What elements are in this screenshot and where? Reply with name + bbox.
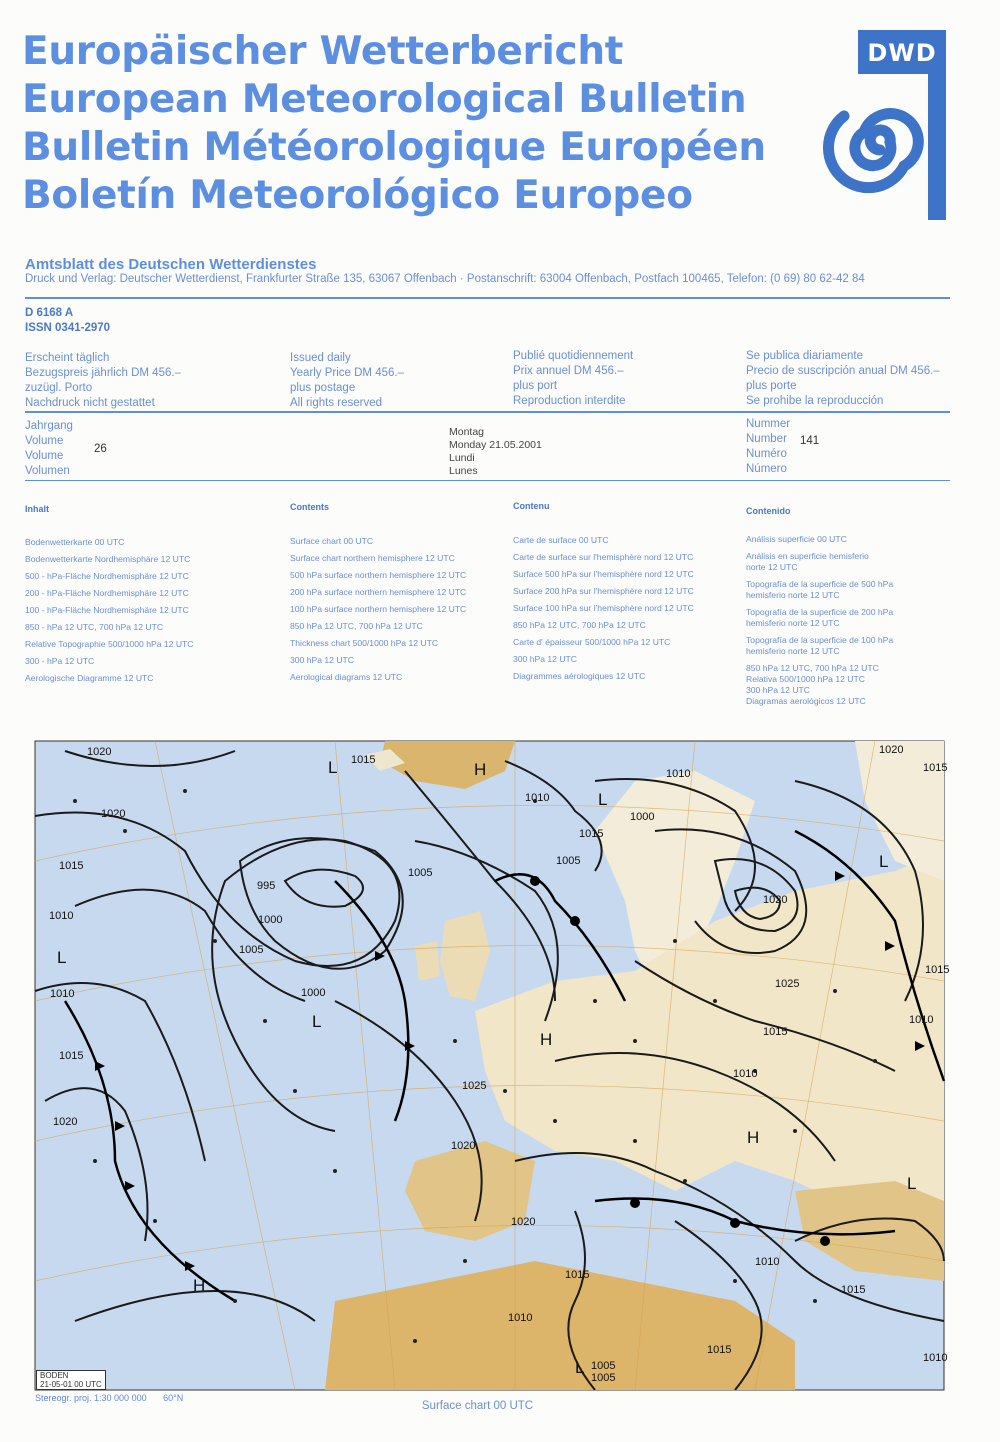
isobar-value: 1000	[258, 914, 283, 926]
high-pressure-center: H	[747, 1128, 760, 1147]
info-german: Erscheint täglich Bezugspreis jährlich DM 456.– zuzügl. Porto Nachdruck nicht gestattet	[25, 352, 181, 409]
low-pressure-center: L	[328, 758, 338, 777]
isobar-value: 1010	[909, 1014, 934, 1026]
low-pressure-center: L	[598, 790, 608, 809]
list-item: 200 hPa surface northern hemisphere 12 UTC	[290, 587, 467, 597]
isobar-value: 1025	[775, 978, 800, 990]
dwd-logo-text: DWD	[858, 30, 946, 74]
list-item: 300 hPa 12 UTC	[290, 655, 355, 665]
number-value: 141	[800, 435, 820, 447]
divider	[25, 297, 950, 299]
list-item: Surface chart northern hemisphere 12 UTC	[290, 553, 455, 563]
low-pressure-center: L	[907, 1174, 917, 1193]
title-spanish: Boletín Meteorológico Europeo	[22, 173, 693, 218]
list-item: 200 - hPa-Fläche Nordhemisphäre 12 UTC	[25, 588, 189, 598]
list-item: 500 - hPa-Fläche Nordhemisphäre 12 UTC	[25, 571, 189, 581]
issn: ISSN 0341-2970	[25, 322, 111, 334]
chart-stamp: BODEN 21-05-01 00 UTC	[36, 1370, 106, 1390]
isobar-value: 1005	[591, 1360, 616, 1372]
isobar-value: 1010	[50, 988, 75, 1000]
latitude-label: 60°N	[163, 1393, 184, 1403]
land-ireland	[415, 941, 440, 981]
list-item: Carte d' épaisseur 500/1000 hPa 12 UTC	[513, 637, 671, 647]
isobar-value: 1015	[579, 828, 604, 840]
map-caption: Surface chart 00 UTC	[421, 1400, 534, 1412]
high-pressure-center: H	[474, 760, 487, 779]
weekday-labels: Montag Monday 21.05.2001 Lundi Lunes	[449, 426, 542, 477]
isobar-value: 1015	[59, 860, 84, 872]
list-item: Carte de surface 00 UTC	[513, 535, 609, 545]
isobar-value: 1020	[53, 1116, 78, 1128]
list-item: Diagrammes aérologiques 12 UTC	[513, 671, 646, 681]
contents-heading-french: Contenu	[513, 501, 550, 511]
isobar-value: 1005	[556, 855, 581, 867]
isobar-value: 1015	[351, 754, 376, 766]
map-canvas	[35, 741, 950, 1390]
list-item: hemisferio norte 12 UTC	[746, 618, 840, 628]
list-item: Relativa 500/1000 hPa 12 UTC	[746, 674, 865, 684]
isobar-value: 1010	[733, 1068, 758, 1080]
isobar-value: 1020	[87, 746, 112, 758]
isobar-value: 1015	[59, 1050, 84, 1062]
list-item: Surface chart 00 UTC	[290, 536, 374, 546]
list-item: Surface 500 hPa sur l'hemisphère nord 12 UTC	[513, 569, 694, 579]
low-pressure-center: L	[575, 1358, 585, 1377]
isobar-value: 1010	[508, 1312, 533, 1324]
list-item: 850 hPa 12 UTC, 700 hPa 12 UTC	[290, 621, 423, 631]
agency-name: Amtsblatt des Deutschen Wetterdienstes	[25, 256, 317, 273]
isobar-value: 1015	[923, 762, 948, 774]
contents-heading-german: Inhalt	[25, 504, 49, 514]
volume-labels: Jahrgang Volume Volume Volumen	[25, 420, 73, 477]
list-item: 850 - hPa 12 UTC, 700 hPa 12 UTC	[25, 622, 164, 632]
divider	[25, 480, 950, 481]
list-item: Topografía de la superficie de 500 hPa	[746, 579, 894, 589]
isobar-value: 1005	[408, 867, 433, 879]
title-french: Bulletin Météorologique Européen	[22, 125, 766, 170]
isobar-value: 1000	[301, 987, 326, 999]
isobar-value: 1020	[879, 744, 904, 756]
divider	[25, 411, 950, 413]
low-pressure-center: L	[312, 1012, 322, 1031]
list-item: norte 12 UTC	[746, 562, 798, 572]
list-item: 300 - hPa 12 UTC	[25, 656, 95, 666]
isobar-value: 1000	[630, 811, 655, 823]
contents-heading-english: Contents	[290, 502, 329, 512]
title-german: Europäischer Wetterbericht	[22, 29, 624, 74]
list-item: Carte de surface sur l'hemisphère nord 12 UTC	[513, 552, 694, 562]
isobar-value: 1015	[565, 1269, 590, 1281]
high-pressure-center: H	[193, 1276, 206, 1295]
list-item: Bodenwetterkarte Nordhemisphäre 12 UTC	[25, 554, 191, 564]
isobar-value: 995	[257, 880, 276, 892]
list-item: Relative Topographie 500/1000 hPa 12 UTC	[25, 639, 194, 649]
projection-label: Stereogr. proj. 1:30 000 000	[35, 1393, 147, 1403]
isobar-value: 1015	[707, 1344, 732, 1356]
info-french: Publié quotidiennement Prix annuel DM 456.– plus port Reproduction interdite	[513, 350, 634, 407]
list-item: Aerological diagrams 12 UTC	[290, 672, 403, 682]
list-item: 300 hPa 12 UTC	[513, 654, 578, 664]
contents-list-spanish	[746, 534, 893, 707]
contents-list-german	[25, 537, 194, 690]
number-labels: Nummer Number Numéro Número	[746, 418, 791, 475]
isobar-value: 1010	[525, 792, 550, 804]
list-item: Surface 100 hPa sur l'hemisphère nord 12 UTC	[513, 603, 694, 613]
isobar-value: 1020	[451, 1140, 476, 1152]
issue-date: 21.05.2001	[489, 439, 542, 451]
isobar-value: 1015	[925, 964, 950, 976]
list-item: Topografía de la superficie de 100 hPa	[746, 635, 894, 645]
isobar-value: 1020	[101, 808, 126, 820]
contents-list-french	[513, 535, 694, 688]
list-item: Thickness chart 500/1000 hPa 12 UTC	[290, 638, 439, 648]
isobar-value: 1010	[666, 768, 691, 780]
dwd-logo	[810, 30, 950, 210]
surface-weather-map	[35, 741, 950, 1390]
isobar-value: 1010	[755, 1256, 780, 1268]
list-item: 100 hPa surface northern hemisphere 12 UTC	[290, 604, 467, 614]
low-pressure-center: L	[879, 852, 889, 871]
publisher-address: Druck und Verlag: Deutscher Wetterdienst, Frankfurter Straße 135, 63067 Offenbach · Postanschrift: 63004 Offenbach, Postfach 100465, Telefon: (0 69) 80 62-42 84	[25, 273, 865, 285]
contents-heading-spanish: Contenido	[746, 506, 791, 516]
list-item: Diagramas aerológicos 12 UTC	[746, 696, 866, 706]
isobar-value: 1010	[49, 910, 74, 922]
isobar-value: 1020	[511, 1216, 536, 1228]
isobar-value: 1010	[923, 1352, 948, 1364]
isobar-value: 1005	[239, 944, 264, 956]
list-item: Topografía de la superficie de 200 hPa	[746, 607, 894, 617]
info-english: Issued daily Yearly Price DM 456.– plus postage All rights reserved	[290, 352, 404, 409]
list-item: Surface 200 hPa sur l'hemisphère nord 12 UTC	[513, 586, 694, 596]
low-pressure-center: L	[57, 948, 67, 967]
list-item: Bodenwetterkarte 00 UTC	[25, 537, 125, 547]
list-item: 100 - hPa-Fläche Nordhemisphäre 12 UTC	[25, 605, 189, 615]
isobar-value: 1015	[763, 1026, 788, 1038]
list-item: 850 hPa 12 UTC, 700 hPa 12 UTC	[746, 663, 879, 673]
info-spanish: Se publica diariamente Precio de suscripción anual DM 456.– plus porte Se prohibe la reproducción	[746, 350, 940, 407]
isobar-value: 1020	[763, 894, 788, 906]
list-item: 300 hPa 12 UTC	[746, 685, 811, 695]
publication-code: D 6168 A	[25, 307, 74, 319]
isobar-value: 1025	[462, 1080, 487, 1092]
list-item: 500 hPa surface northern hemisphere 12 UTC	[290, 570, 467, 580]
isobar-value: 1005	[591, 1372, 616, 1384]
list-item: 850 hPa 12 UTC, 700 hPa 12 UTC	[513, 620, 646, 630]
volume-value: 26	[94, 443, 107, 455]
isobar-value: 1015	[841, 1284, 866, 1296]
high-pressure-center: H	[540, 1030, 553, 1049]
list-item: Análisis superficie 00 UTC	[746, 534, 847, 544]
title-block	[22, 28, 766, 220]
list-item: hemisferio norte 12 UTC	[746, 646, 840, 656]
list-item: Aerologische Diagramme 12 UTC	[25, 673, 154, 683]
list-item: Análisis en superficie hemisferio	[746, 551, 869, 561]
title-english: European Meteorological Bulletin	[22, 77, 747, 122]
contents-list-english	[290, 536, 466, 689]
spiral-icon	[810, 70, 950, 220]
list-item: hemisferio norte 12 UTC	[746, 590, 840, 600]
